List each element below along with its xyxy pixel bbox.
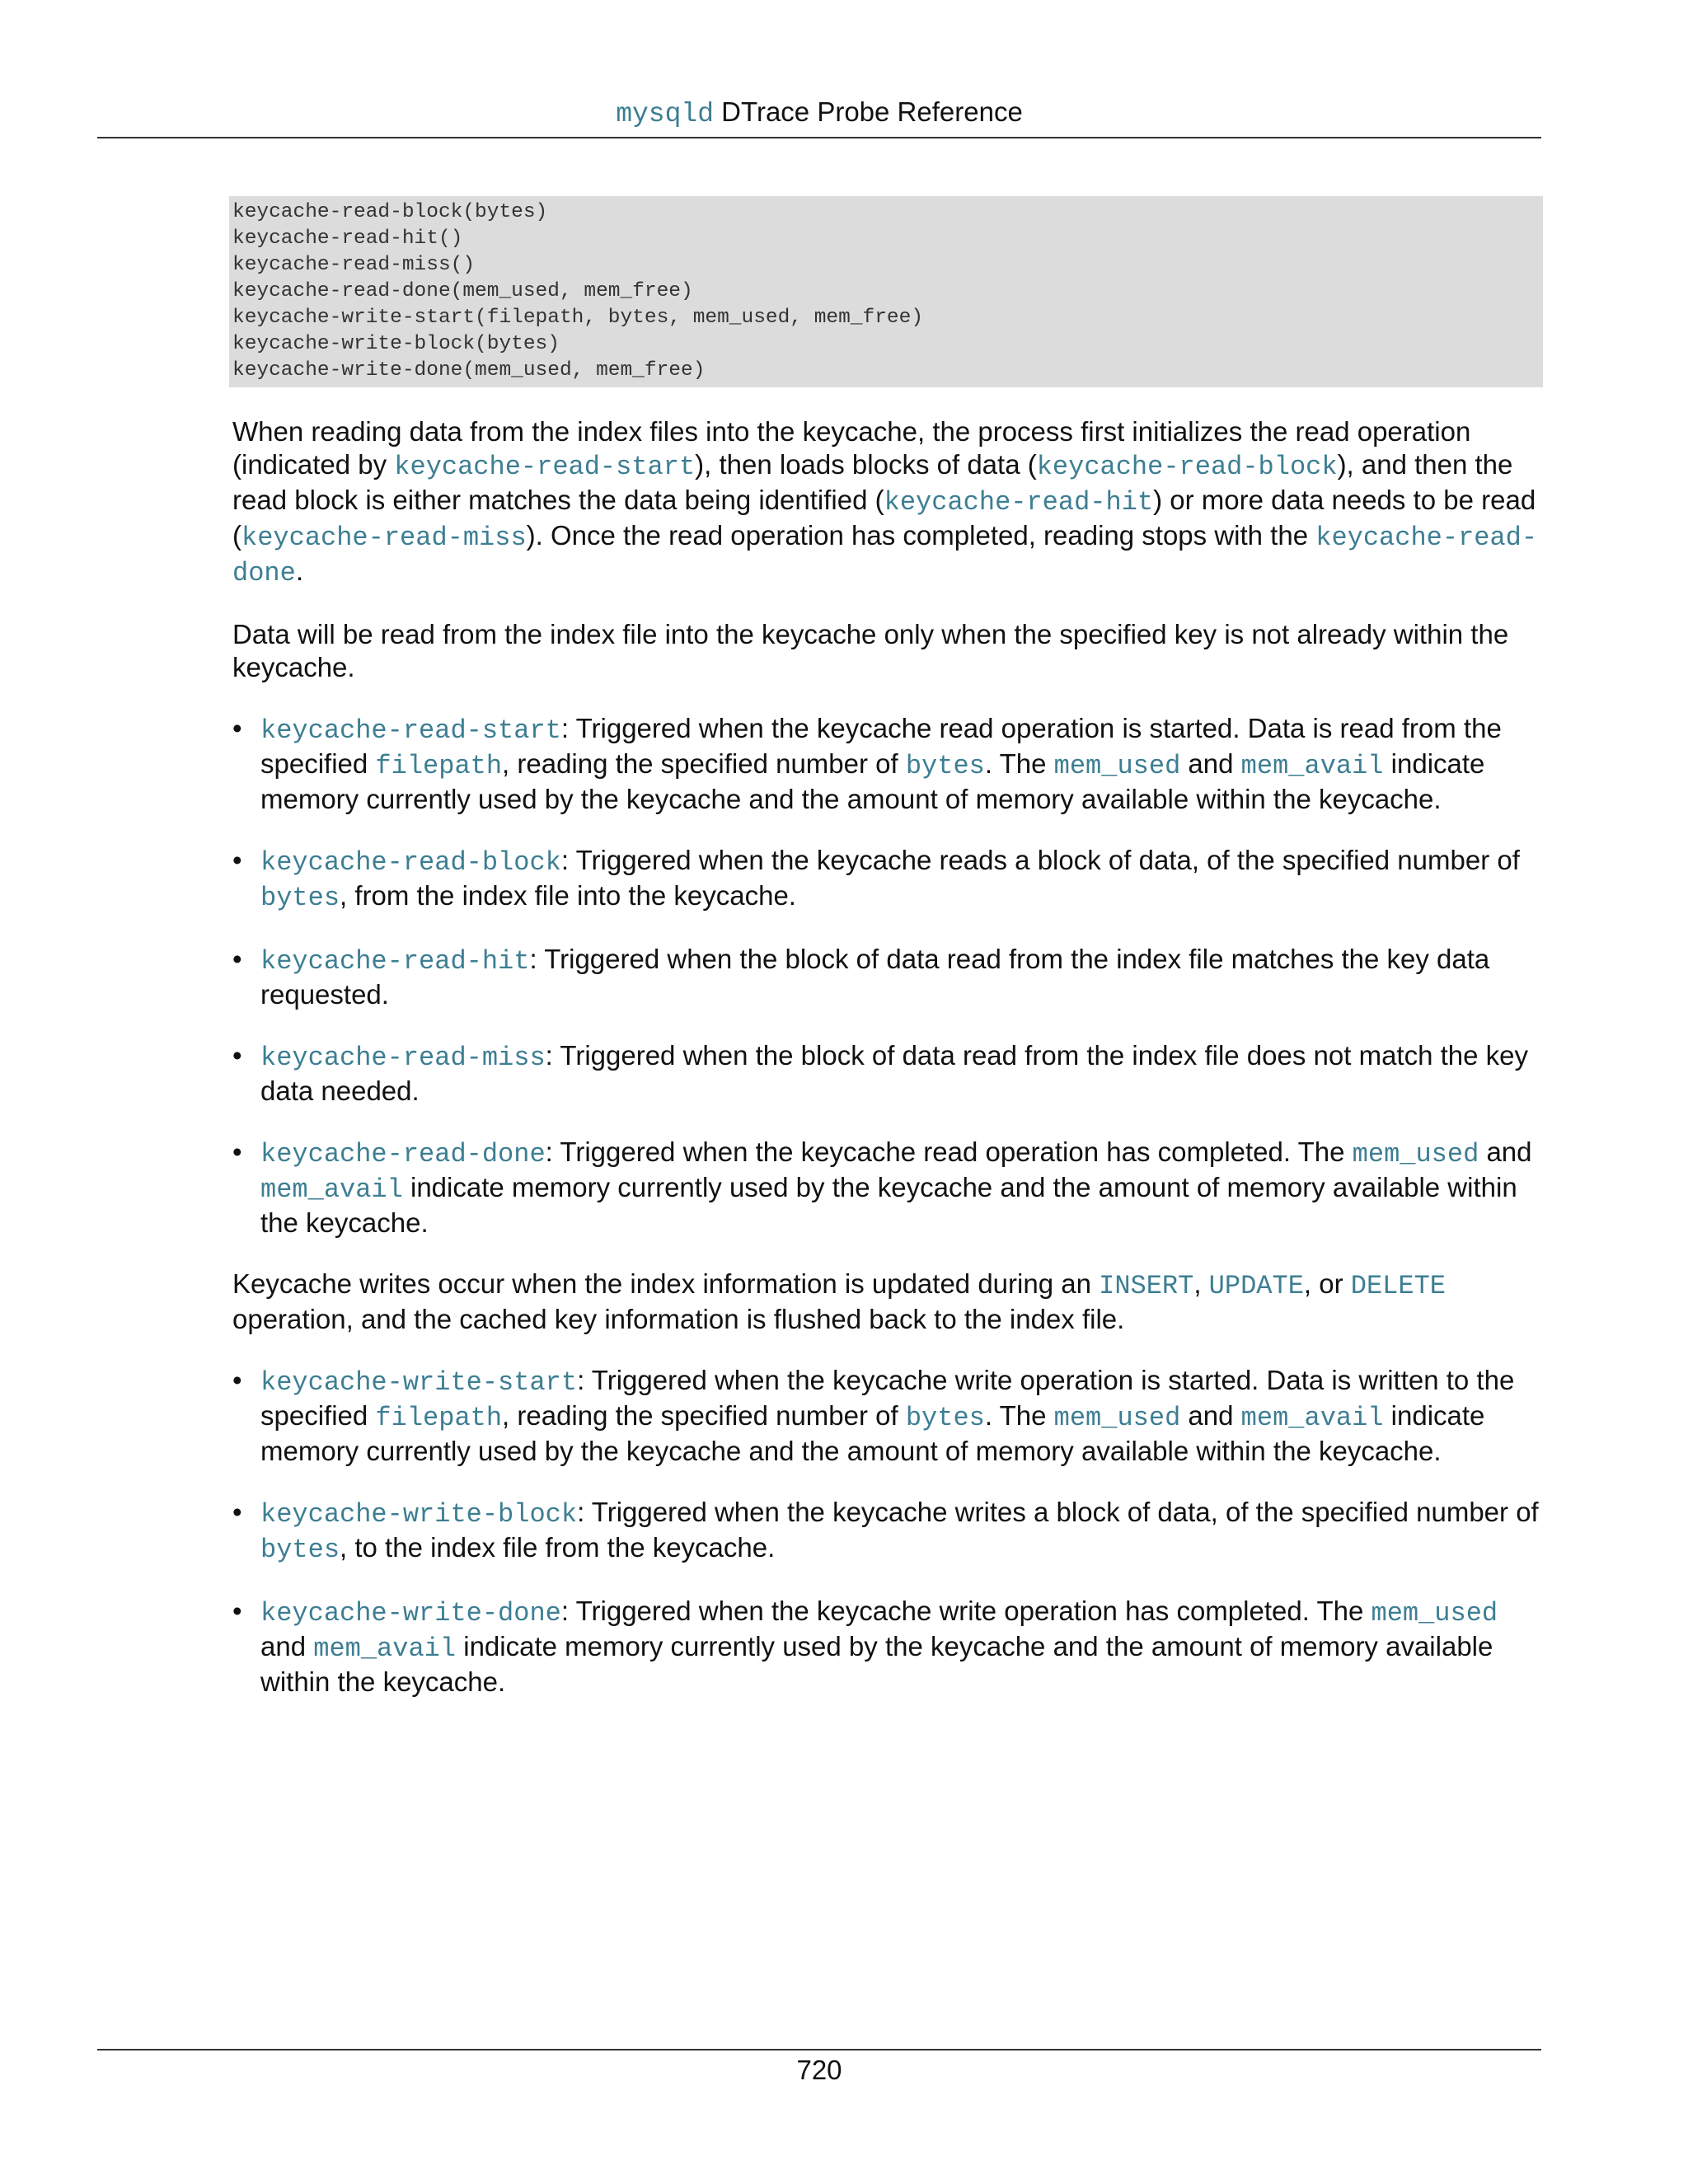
list-item (232, 1136, 1543, 1240)
text: indicate memory currently used by the keycache and the amount of memory available within the keycache. (260, 1172, 1517, 1238)
text: , from the index file into the keycache. (340, 880, 796, 911)
sql-keyword: INSERT (1099, 1271, 1194, 1301)
read-process-paragraph (232, 415, 1543, 590)
text: : Triggered when the keycache writes a block of data, of the specified number of (577, 1497, 1539, 1527)
text: , reading the specified number of (502, 748, 906, 779)
text: indicate memory currently used by the keycache and the amount of memory available within the keycache. (260, 748, 1485, 814)
text: , (1193, 1268, 1209, 1299)
probe-name: keycache-write-block (260, 1499, 578, 1530)
sql-keyword: DELETE (1350, 1271, 1446, 1301)
write-probe-list (232, 1364, 1543, 1699)
argument-name: bytes (260, 883, 340, 913)
probe-name: keycache-read-hit (260, 946, 530, 977)
text: : Triggered when the keycache read operation has completed. The (545, 1137, 1353, 1167)
probe-name: keycache-read-hit (884, 487, 1154, 518)
text: and (1180, 748, 1241, 779)
text: : Triggered when the keycache read operation is started. Data is read from the specified (260, 713, 1502, 779)
text: , to the index file from the keycache. (340, 1532, 776, 1563)
text: , or (1303, 1268, 1351, 1299)
bullet-icon: • (232, 1497, 242, 1527)
text: . The (984, 748, 1054, 779)
text: : Triggered when the keycache write operation has completed. The (560, 1596, 1372, 1626)
argument-name: bytes (905, 751, 985, 781)
text: and (1479, 1137, 1532, 1167)
text: When reading data from the index files into the keycache, the process first initializes the read operation (indicated by (232, 416, 1471, 480)
code-line: keycache-write-done(mem_used, mem_free) (232, 359, 706, 382)
text: . The (984, 1400, 1054, 1431)
argument-name: mem_used (1371, 1598, 1498, 1629)
argument-name: mem_avail (313, 1633, 457, 1664)
probe-name: keycache-read-miss (260, 1043, 546, 1073)
probe-name: keycache-read-start (260, 715, 561, 746)
argument-name: mem_avail (260, 1174, 403, 1205)
bullet-icon: • (232, 1040, 242, 1071)
bullet-icon: • (232, 845, 242, 875)
text: ), then loads blocks of data ( (695, 449, 1037, 480)
text: . (295, 555, 303, 586)
list-item (232, 1039, 1543, 1108)
probe-name: keycache-read-start (394, 452, 696, 482)
code-line: keycache-read-miss() (232, 254, 476, 276)
text: Keycache writes occur when the index information is updated during an (232, 1268, 1100, 1299)
page-content (229, 196, 1543, 1727)
probe-name: keycache-read-block (1036, 452, 1338, 482)
bullet-icon: • (232, 713, 242, 743)
bullet-icon: • (232, 1137, 242, 1167)
list-item (232, 1496, 1543, 1567)
text: : Triggered when the keycache reads a block of data, of the specified number of (560, 845, 1520, 875)
argument-name: mem_used (1053, 751, 1181, 781)
text: : Triggered when the block of data read from the index file does not match the key data needed. (260, 1040, 1529, 1106)
code-line: keycache-write-block(bytes) (232, 333, 560, 355)
code-line: keycache-read-block(bytes) (232, 201, 548, 223)
argument-name: mem_avail (1240, 1403, 1384, 1433)
list-item (232, 844, 1543, 915)
text: : Triggered when the keycache write operation is started. Data is written to the specified (260, 1365, 1515, 1431)
text: and (260, 1631, 314, 1661)
text: indicate memory currently used by the keycache and the amount of memory available within the keycache. (260, 1400, 1485, 1466)
list-item (232, 943, 1543, 1011)
probe-name: keycache-write-start (260, 1367, 578, 1398)
sql-keyword: UPDATE (1208, 1271, 1304, 1301)
code-block (229, 196, 1543, 387)
page-header (97, 92, 1541, 134)
probe-name: keycache-read-done (260, 1139, 546, 1169)
list-item (232, 712, 1543, 816)
argument-name: mem_avail (1240, 751, 1384, 781)
text: : Triggered when the block of data read from the index file matches the key data requested. (260, 944, 1490, 1010)
bullet-icon: • (232, 1365, 242, 1395)
write-process-paragraph (232, 1268, 1543, 1336)
read-condition-paragraph: Data will be read from the index file into the keycache only when the specified key is not already within the keycache. (232, 619, 1509, 682)
header-code-term: mysqld (616, 99, 715, 129)
bullet-icon: • (232, 1596, 242, 1626)
page-number: 720 (796, 2055, 842, 2085)
argument-name: mem_used (1352, 1139, 1479, 1169)
probe-name: keycache-read-miss (241, 523, 527, 553)
read-probe-list (232, 712, 1543, 1240)
probe-name: keycache-read-done (232, 523, 1538, 588)
code-line: keycache-read-done(mem_used, mem_free) (232, 280, 693, 302)
bullet-icon: • (232, 944, 242, 974)
argument-name: bytes (905, 1403, 985, 1433)
list-item (232, 1595, 1543, 1699)
text: ), and then the read block is either matches the data being identified ( (232, 449, 1513, 515)
probe-name: keycache-write-done (260, 1598, 561, 1629)
argument-name: mem_used (1053, 1403, 1181, 1433)
argument-name: filepath (375, 751, 503, 781)
text: and (1180, 1400, 1241, 1431)
header-title: DTrace Probe Reference (714, 96, 1023, 127)
argument-name: filepath (375, 1403, 503, 1433)
text: ) or more data needs to be read ( (232, 485, 1536, 551)
text: ). Once the read operation has completed, reading stops with the (526, 520, 1316, 551)
probe-name: keycache-read-block (260, 847, 561, 878)
text: operation, and the cached key information is flushed back to the index file. (232, 1304, 1125, 1334)
code-line: keycache-read-hit() (232, 227, 463, 250)
text: , reading the specified number of (502, 1400, 906, 1431)
code-line: keycache-write-start(filepath, bytes, mem_used, mem_free) (232, 307, 924, 329)
list-item (232, 1364, 1543, 1468)
argument-name: bytes (260, 1535, 340, 1565)
header-rule (97, 137, 1541, 138)
text: indicate memory currently used by the keycache and the amount of memory available within the keycache. (260, 1631, 1493, 1697)
